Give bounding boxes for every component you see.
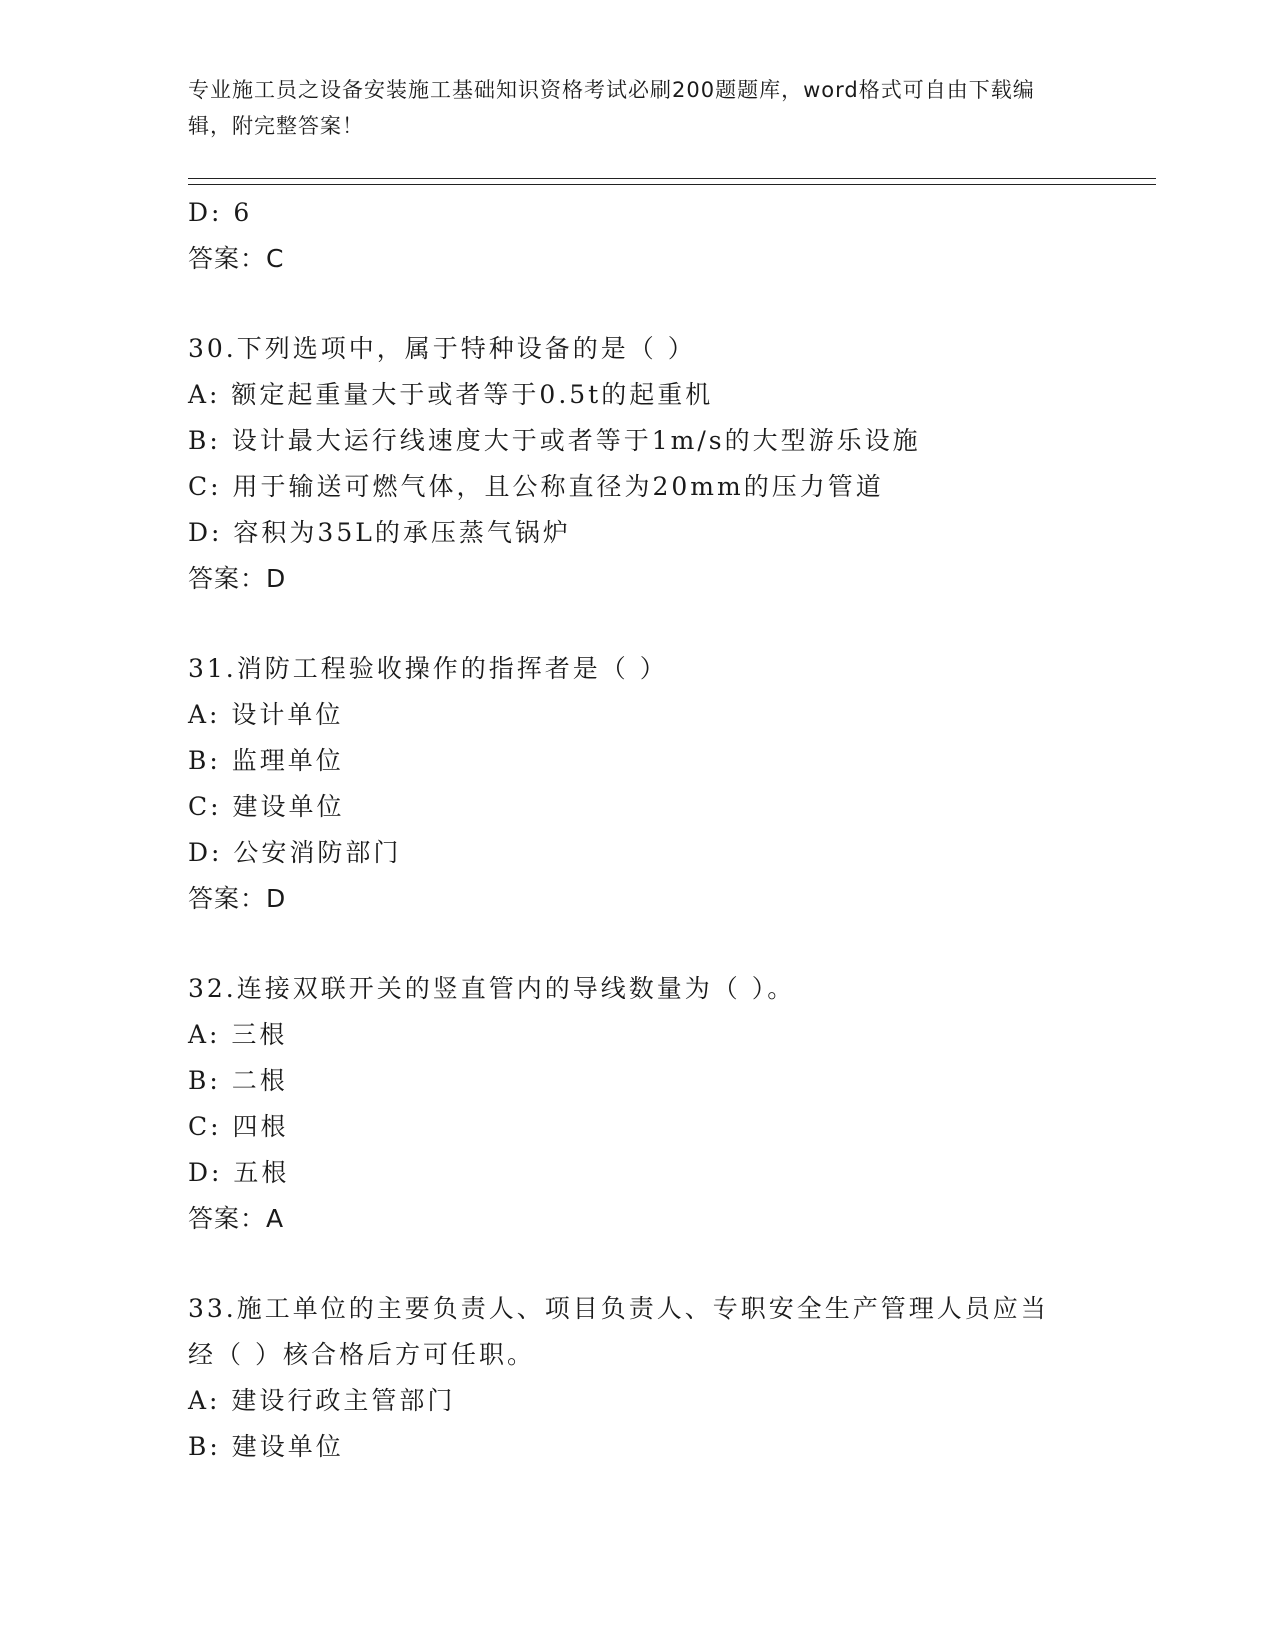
- option-line: C: 建设单位: [188, 792, 345, 821]
- option-line: A: 建设行政主管部门: [188, 1386, 456, 1415]
- option-line: B: 监理单位: [188, 746, 344, 775]
- option-line: B: 设计最大运行线速度大于或者等于1m/s的大型游乐设施: [188, 426, 921, 455]
- question-text: 31.消防工程验收操作的指挥者是（ ）: [188, 654, 668, 683]
- question-text: 32.连接双联开关的竖直管内的导线数量为（ ）。: [188, 974, 796, 1003]
- option-line: D: 五根: [188, 1158, 290, 1187]
- answer-line: 答案：A: [188, 1204, 285, 1233]
- answer-line: 答案：C: [188, 244, 285, 273]
- question-block: [188, 326, 1156, 602]
- option-line: D: 容积为35L的承压蒸气锅炉: [188, 518, 571, 547]
- question-text: 30.下列选项中，属于特种设备的是（ ）: [188, 334, 696, 363]
- page-header: [188, 72, 1068, 144]
- option-line: D: 公安消防部门: [188, 838, 402, 867]
- option-line: A: 额定起重量大于或者等于0.5t的起重机: [188, 380, 714, 409]
- option-line: D: 6: [188, 198, 253, 227]
- option-line: C: 用于输送可燃气体，且公称直径为20mm的压力管道: [188, 472, 884, 501]
- option-line: B: 二根: [188, 1066, 288, 1095]
- question-block: [188, 646, 1156, 922]
- question-block: [188, 190, 1156, 282]
- option-line: B: 建设单位: [188, 1432, 344, 1461]
- answer-line: 答案：D: [188, 884, 287, 913]
- option-line: A: 设计单位: [188, 700, 344, 729]
- question-text: 33.施工单位的主要负责人、项目负责人、专职安全生产管理人员应当: [188, 1294, 1049, 1323]
- question-block: [188, 1286, 1156, 1470]
- document-title: 专业施工员之设备安装施工基础知识资格考试必刷200题题库，word格式可自由下载编辑，附完整答案！: [188, 78, 1035, 138]
- option-line: C: 四根: [188, 1112, 289, 1141]
- answer-line: 答案：D: [188, 564, 287, 593]
- question-block: [188, 966, 1156, 1242]
- question-text-continued: 经（ ）核合格后方可任职。: [188, 1340, 535, 1369]
- question-list: [188, 190, 1156, 1470]
- option-line: A: 三根: [188, 1020, 288, 1049]
- header-divider: [188, 178, 1156, 185]
